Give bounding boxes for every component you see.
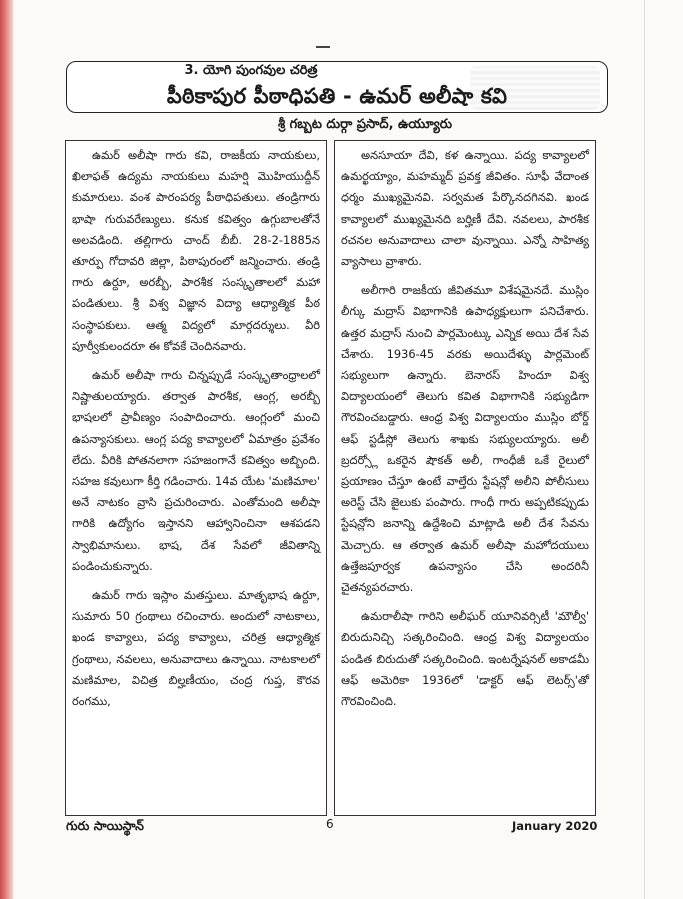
magazine-name: గురు సాయిస్థాన్ [66,818,144,833]
right-column [334,140,596,816]
binding-edge [0,0,13,899]
right-paragraph-1: అనసూయా దేవి, కళ ఉన్నాయి. పద్య కావ్యాలలో ఉమర్ఖయ్యాం, మహమ్మద్ ప్రవక్త జీవితం. సూఫీ వేదాంత ధర్మం ముఖ్యమైనవి. సర్వమత పేర్కొనదగినవి. ఖండ కావ్యాలలో ముఖ్యమైనది బర్హిణీ దేవి. నవలలు, పారశీక రచనల అనువాదాలు చాలా వున్నాయి. ఎన్నో సాహిత్య వ్యాసాలు వ్రాశారు. [341,148,589,269]
article-title: పీఠికాపుర పీఠాధిపతి - ఉమర్ అలీషా కవి [166,84,508,108]
left-paragraph-1: ఉమర్ అలీషా గారు కవి, రాజకీయ నాయకులు, ఖిలాఫత్ ఉద్యమ నాయకులు మహర్షి మొహియుద్దీన్ కుమారులు. వంశ పారంపర్య పీఠాధిపతులు. తండ్రిగారు భాషా గురువరేణ్యులు. కనుక కవిత్వం ఉగ్గుబాలతోనే అలవడింది. తల్లిగారు చాంద్ బీబీ. 28-2-1885న తూర్పు గోదావరి జిల్లా, పిఠాపురంలో జన్మించారు. తండ్రి గారు ఉర్దూ, అరబ్బీ, పారశీక సంస్కృతాలలో మహా పండితులు. శ్రీ విశ్వ విజ్ఞాన విద్యా ఆధ్యాత్మిక పీఠ సంస్థాపకులు. ఆత్మ విద్యలో మార్గదర్శులు. వీరి పూర్వీకులందరూ ఈ కోవకే చెందినవారు. [72,148,320,353]
left-paragraph-3: ఉమర్ గారు ఇస్లాం మతస్తులు. మాతృభాష ఉర్దూ, సుమారు 50 గ్రంథాలు రచించారు. అందులో నాటకాలు, ఖండ కావ్యాలు, పద్య కావ్యాలు, చరిత్ర ఆధ్యాత్మిక గ్రంథాలు, నవలలు, అనువాదాలు ఉన్నాయి. నాటకాలలో మణిమాల, విచిత్ర బిల్హణీయం, చంద్ర గుప్త, కౌరవ రంగము, [72,588,320,709]
page-edge-line [644,0,645,899]
left-column [65,140,327,816]
right-paragraph-2: అలీగారి రాజకీయ జీవితమూ విశేషమైనదే. ముస్లిం లీగ్కు మద్రాస్ విభాగానికి ఉపాధ్యక్షులుగా పనిచేశారు. ఉత్తర మద్రాస్ నుంచి పార్లమెంట్కు ఎన్నిక అయి దేశ సేవ చేశారు. 1936-45 వరకు అయిదేళ్ళు పార్లమెంట్ సభ్యులుగా ఉన్నారు. బెనారస్ హిందూ విశ్వ విద్యాలయంలో తెలుగు కవిత విభాగానికి సభ్యుడిగా గౌరవించబడ్డారు. ఆంధ్ర విశ్వ విద్యాలయం ముస్లిం బోర్డ్ ఆఫ్ స్టడీస్లో తెలుగు శాఖకు సభ్యులయ్యారు. అలీ బ్రదర్స్లో ఒకరైన షౌకత్ అలీ, గాంధీజీ ఒకే రైలులో ప్రయాణం చేస్తూ ఉంటే వాల్తేరు స్టేషన్లో అలీని పోలీసులు అరెస్ట్ చేసి జైలుకు పంపారు. గాంధీ గారు అప్పటికప్పుడు స్టేషన్లోని జనాన్ని ఉద్దేశించి మాట్లాడి అలీ దేశ సేవను మెచ్చారు. ఆ తర్వాత ఉమర్ అలీషా మహోదయులు ఉత్తేజపూర్వక ఉపన్యాసం చేసి అందరినీ చైతన్యపరచారు. [341,283,589,595]
series-heading: 3. యోగి పుంగవుల చరిత్ర [184,63,318,78]
author-byline: శ్రీ గబ్బట దుర్గా ప్రసాద్, ఉయ్యూరు [278,117,452,132]
page-number: 6 [326,817,334,831]
left-paragraph-2: ఉమర్ అలీషా గారు చిన్నప్పుడే సంస్కృతాంధ్రాలలో నిష్ణాతులయ్యారు. తర్వాత పారశీక, ఆంగ్ల, అరబ్బీ భాషలలో ప్రావీణ్యం సంపాదించారు. ఆంగ్లంలో మంచి ఉపన్యాసకులు. ఆంగ్ల పద్య కావ్యాలలో ఏమాత్రం ప్రవేశం లేదు. వీరికి పోతనలాగా సహజంగానే కవిత్వం అబ్బింది. సహజ కవులుగా కీర్తి గడించారు. 14వ యేట 'మణిమాల' అనే నాటకం వ్రాసి ప్రచురించారు. ఎంతోమంది అలీషా గారికి ఉద్యోగం ఇస్తానని ఆహ్వానించినా ఆశపడని స్వాభిమానులు. భాష, దేశ సేవలో జీవితాన్ని పండించుకున్నారు. [72,368,320,573]
issue-date: January 2020 [512,819,598,833]
top-mark [316,46,330,48]
right-paragraph-3: ఉమరాలీషా గారిని అలీఘర్ యూనివర్సిటీ 'మౌల్వీ' బిరుదునిచ్చి సత్కరించింది. ఆంధ్ర విశ్వ విద్యాలయం పండిత బిరుదుతో సత్కరించింది. ఇంటర్నేషనల్ అకాడమీ ఆఫ్ అమెరికా 1936లో 'డాక్టర్ ఆఫ్ లెటర్స్'తో గౌరవించింది. [341,609,589,709]
